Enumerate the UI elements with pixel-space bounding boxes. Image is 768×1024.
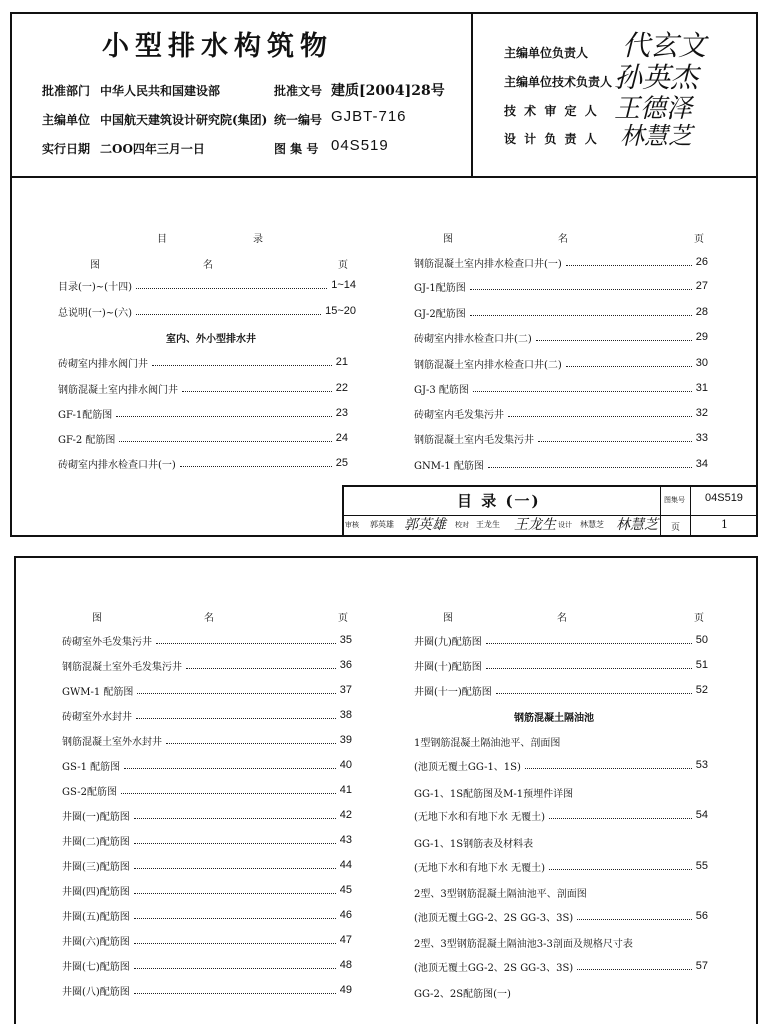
toc-entry-name: 井圈(九)配筋图 xyxy=(414,636,482,648)
toc-entry[interactable] xyxy=(414,406,708,420)
leader-dots xyxy=(134,843,336,844)
toc-entry-name: GS-1 配筋图 xyxy=(62,761,121,773)
toc-entry-page: 30 xyxy=(695,357,708,369)
leader-dots xyxy=(134,918,336,919)
toc-entry[interactable] xyxy=(414,683,708,697)
meta-value-doc-no: 建质[2004]28号 xyxy=(331,83,445,99)
toc-entry-name: GWM-1 配筋图 xyxy=(62,686,134,698)
leader-dots xyxy=(134,868,336,869)
toc-entry[interactable] xyxy=(414,633,708,647)
signer-label-1: 主编单位负责人 xyxy=(504,46,589,60)
toc-entry-page: 21 xyxy=(335,356,348,368)
leader-dots xyxy=(488,467,692,468)
title-block-set-no: 04S519 xyxy=(705,492,743,504)
toc-entry[interactable] xyxy=(414,909,708,923)
toc-entry-page: 45 xyxy=(339,884,352,896)
toc-entry[interactable] xyxy=(62,733,352,747)
toc-entry-title[interactable]: 2型、3型钢筋混凝土隔油池平、剖面图 xyxy=(414,889,587,900)
toc-entry-page: 43 xyxy=(339,834,352,846)
toc-entry-title[interactable]: GG-2、2S配筋图(一) xyxy=(414,989,511,1000)
leader-dots xyxy=(136,314,321,315)
leader-dots xyxy=(538,441,692,442)
toc-entry-name: 井圈(十一)配筋图 xyxy=(414,686,492,698)
toc2-left-header-page: 页 xyxy=(338,613,348,624)
toc-entry[interactable] xyxy=(414,255,708,269)
meta-label-date: 实行日期 xyxy=(42,142,91,156)
toc2-right-header-fig: 图 xyxy=(443,613,453,624)
role-label-review: 审核 xyxy=(345,521,359,529)
toc-entry[interactable] xyxy=(62,658,352,672)
toc-entry[interactable] xyxy=(58,304,356,318)
toc-entry[interactable] xyxy=(58,406,348,420)
title-block-page-no: 1 xyxy=(721,518,728,531)
toc-entry-name: 井圈(五)配筋图 xyxy=(62,911,130,923)
toc-entry-page: 50 xyxy=(695,634,708,646)
toc-entry[interactable] xyxy=(414,658,708,672)
toc-entry-title[interactable]: GG-1、1S配筋图及M-1预埋件详图 xyxy=(414,789,574,800)
toc-entry-page: 35 xyxy=(339,634,352,646)
role-name-design: 林慧芝 xyxy=(580,520,604,529)
title-block-vline-2 xyxy=(690,485,691,537)
signer-signature-1: 代玄文 xyxy=(622,29,707,62)
toc-entry-page: 15~20 xyxy=(325,305,356,317)
leader-dots xyxy=(536,340,692,341)
leader-dots xyxy=(473,391,692,392)
toc-entry-page: 38 xyxy=(339,709,352,721)
toc-entry-name: 井圈(六)配筋图 xyxy=(62,936,130,948)
toc-entry-name: GF-1配筋图 xyxy=(58,409,113,421)
toc-entry-name: 井圈(一)配筋图 xyxy=(62,811,130,823)
leader-dots xyxy=(566,265,692,266)
toc-entry-page: 55 xyxy=(695,860,708,872)
meta-label-editor: 主编单位 xyxy=(42,113,91,127)
toc-entry[interactable] xyxy=(62,633,352,647)
toc-entry-name: 井圈(二)配筋图 xyxy=(62,836,130,848)
toc-entry-page: 41 xyxy=(339,784,352,796)
toc-entry-page: 40 xyxy=(339,759,352,771)
toc-entry[interactable] xyxy=(62,833,352,847)
toc-entry-name: 井圈(十)配筋图 xyxy=(414,661,482,673)
toc-entry-page: 47 xyxy=(339,934,352,946)
toc-entry-name: GS-2配筋图 xyxy=(62,786,117,798)
leader-dots xyxy=(486,668,692,669)
signer-signature-2: 孙英杰 xyxy=(614,61,699,94)
leader-dots xyxy=(166,743,336,744)
toc-entry-page: 36 xyxy=(339,659,352,671)
leader-dots xyxy=(116,416,332,417)
toc2-right-header-page: 页 xyxy=(694,613,704,624)
leader-dots xyxy=(121,793,336,794)
toc-entry-page: 24 xyxy=(335,432,348,444)
toc-entry-name: 砖砌室内排水阀门井 xyxy=(58,358,148,370)
toc-entry-page: 1~14 xyxy=(331,279,356,291)
meta-value-atlas-no: 04S519 xyxy=(331,137,389,154)
toc-entry[interactable] xyxy=(58,355,348,369)
toc-entry[interactable] xyxy=(414,457,708,471)
toc-entry-page: 32 xyxy=(695,407,708,419)
signer-label-3: 技 术 审 定 人 xyxy=(504,104,599,118)
toc-entry-name: 钢筋混凝土室内排水检查口井(二) xyxy=(414,359,562,371)
toc-entry-name: 总说明(一)~(六) xyxy=(58,307,132,319)
leader-dots xyxy=(577,919,692,920)
leader-dots xyxy=(134,993,336,994)
meta-value-editor: 中国航天建筑设计研究院(集团) xyxy=(100,113,268,127)
toc-entry[interactable] xyxy=(62,883,352,897)
toc-entry-name: 砖砌室内排水检查口井(一) xyxy=(58,459,176,471)
leader-dots xyxy=(470,289,692,290)
toc-entry-page: 44 xyxy=(339,859,352,871)
role-name-review: 郭英雄 xyxy=(370,520,394,529)
toc-entry-page: 51 xyxy=(695,659,708,671)
toc-entry-name: (无地下水和有地下水 无覆土) xyxy=(414,811,545,823)
toc-entry-page: 22 xyxy=(335,382,348,394)
meta-label-doc-no: 批准文号 xyxy=(274,84,323,98)
toc-entry-name: GJ-1配筋图 xyxy=(414,282,466,294)
leader-dots xyxy=(182,391,332,392)
toc-entry-name: 钢筋混凝土室内排水阀门井 xyxy=(58,384,178,396)
toc-entry[interactable] xyxy=(58,278,356,292)
leader-dots xyxy=(180,466,332,467)
toc-entry-name: GJ-3 配筋图 xyxy=(414,384,469,396)
toc2-left-header-name: 名 xyxy=(204,613,214,624)
toc-entry-name: 井圈(三)配筋图 xyxy=(62,861,130,873)
toc1-left-header-name: 名 xyxy=(203,260,213,271)
leader-dots xyxy=(525,768,692,769)
leader-dots xyxy=(566,366,692,367)
leader-dots xyxy=(137,693,335,694)
toc-entry-page: 25 xyxy=(335,457,348,469)
toc-entry-page: 33 xyxy=(695,432,708,444)
toc-entry-page: 54 xyxy=(695,809,708,821)
toc-entry-page: 42 xyxy=(339,809,352,821)
meta-value-date: 二OO四年三月一日 xyxy=(100,142,205,156)
toc-entry-name: (池顶无覆土GG-2、2S GG-3、3S) xyxy=(414,912,574,924)
toc-entry[interactable] xyxy=(62,808,352,822)
leader-dots xyxy=(134,943,336,944)
toc2-left-header-fig: 图 xyxy=(92,613,102,624)
meta-value-unified-no: GJBT-716 xyxy=(331,108,407,125)
toc-entry[interactable] xyxy=(414,859,708,873)
toc-entry-page: 57 xyxy=(695,960,708,972)
toc-entry-name: GJ-2配筋图 xyxy=(414,308,466,320)
toc-entry-name: 井圈(七)配筋图 xyxy=(62,961,130,973)
toc-entry[interactable] xyxy=(62,908,352,922)
toc1-right-header-fig: 图 xyxy=(443,234,453,245)
leader-dots xyxy=(486,643,692,644)
toc-entry[interactable] xyxy=(414,959,708,973)
toc-entry-name: 目录(一)~(十四) xyxy=(58,281,132,293)
leader-dots xyxy=(577,969,692,970)
role-name-check: 王龙生 xyxy=(476,520,500,529)
toc-entry[interactable] xyxy=(414,431,708,445)
toc-entry[interactable] xyxy=(62,683,352,697)
leader-dots xyxy=(156,643,336,644)
leader-dots xyxy=(136,288,327,289)
leader-dots xyxy=(136,718,336,719)
toc1-top-title-1: 目 xyxy=(157,234,167,245)
toc-entry[interactable] xyxy=(414,356,708,370)
toc-entry-name: GF-2 配筋图 xyxy=(58,434,116,446)
role-sig-check: 王龙生 xyxy=(514,517,556,533)
leader-dots xyxy=(119,441,331,442)
toc-entry[interactable] xyxy=(62,958,352,972)
toc-entry[interactable] xyxy=(58,456,348,470)
toc-entry[interactable] xyxy=(58,381,348,395)
toc-entry-title[interactable]: GG-1、1S钢筋表及材料表 xyxy=(414,839,534,850)
toc-entry-name: (无地下水和有地下水 无覆土) xyxy=(414,862,545,874)
toc1-top-title-2: 录 xyxy=(253,234,263,245)
toc-entry-name: 钢筋混凝土室内排水检查口井(一) xyxy=(414,258,562,270)
toc-entry-name: 钢筋混凝土室外水封井 xyxy=(62,736,162,748)
toc-entry-name: 砖砌室外毛发集污井 xyxy=(62,636,152,648)
toc-entry-page: 56 xyxy=(695,910,708,922)
toc-entry-page: 23 xyxy=(335,407,348,419)
toc-entry-name: 钢筋混凝土室外毛发集污井 xyxy=(62,661,182,673)
toc-section-heading: 室内、外小型排水井 xyxy=(166,334,256,345)
toc-entry[interactable] xyxy=(414,381,708,395)
meta-label-approver: 批准部门 xyxy=(42,84,91,98)
leader-dots xyxy=(470,315,692,316)
toc-entry[interactable] xyxy=(62,708,352,722)
title-block-vline-1 xyxy=(660,485,661,537)
toc-entry-page: 46 xyxy=(339,909,352,921)
toc1-right-header-name: 名 xyxy=(558,234,568,245)
leader-dots xyxy=(134,893,336,894)
toc-entry[interactable] xyxy=(414,330,708,344)
leader-dots xyxy=(549,869,692,870)
toc-entry-name: 井圈(四)配筋图 xyxy=(62,886,130,898)
toc-entry-name: GNM-1 配筋图 xyxy=(414,460,484,472)
toc-entry-name: 砖砌室内排水检查口井(二) xyxy=(414,333,532,345)
toc-entry[interactable] xyxy=(58,431,348,445)
role-sig-review: 郭英雄 xyxy=(404,517,446,533)
toc-entry-page: 48 xyxy=(339,959,352,971)
toc1-left-header-fig: 图 xyxy=(90,260,100,271)
atlas-title: 小型排水构筑物 xyxy=(102,31,333,62)
toc-section-heading: 钢筋混凝土隔油池 xyxy=(514,713,594,724)
leader-dots xyxy=(508,416,692,417)
toc-entry[interactable] xyxy=(414,305,708,319)
leader-dots xyxy=(134,968,336,969)
signer-signature-4: 林慧芝 xyxy=(620,122,692,150)
toc-entry-page: 29 xyxy=(695,331,708,343)
toc-entry[interactable] xyxy=(62,983,352,997)
toc-entry[interactable] xyxy=(62,783,352,797)
toc-entry[interactable] xyxy=(414,758,708,772)
signer-signature-3: 王德泽 xyxy=(614,94,693,124)
header-bottom-rule xyxy=(10,176,758,178)
toc-entry-name: 砖砌室外水封井 xyxy=(62,711,132,723)
toc-entry-page: 34 xyxy=(695,458,708,470)
role-label-design: 设计 xyxy=(558,521,572,529)
title-block-page-label: 页 xyxy=(671,523,681,533)
role-sig-design: 林慧芝 xyxy=(616,517,658,533)
toc-entry-name: (池顶无覆土GG-2、2S GG-3、3S) xyxy=(414,962,574,974)
toc-entry-title[interactable]: 1型钢筋混凝土隔油池平、剖面图 xyxy=(414,738,561,749)
toc-entry-page: 28 xyxy=(695,306,708,318)
toc-entry-name: 井圈(八)配筋图 xyxy=(62,986,130,998)
toc-entry-title[interactable]: 2型、3型钢筋混凝土隔油池3-3剖面及规格尺寸表 xyxy=(414,939,633,950)
header-vertical-rule xyxy=(471,12,473,177)
toc-entry-name: 钢筋混凝土室内毛发集污井 xyxy=(414,434,534,446)
toc-entry-page: 27 xyxy=(695,280,708,292)
toc-entry-page: 39 xyxy=(339,734,352,746)
toc-entry-name: 砖砌室内毛发集污井 xyxy=(414,409,504,421)
signer-label-4: 设 计 负 责 人 xyxy=(504,132,599,146)
toc-entry[interactable] xyxy=(414,808,708,822)
leader-dots xyxy=(134,818,336,819)
leader-dots xyxy=(152,365,332,366)
meta-value-approver: 中华人民共和国建设部 xyxy=(100,84,221,98)
leader-dots xyxy=(186,668,336,669)
toc-entry-page: 31 xyxy=(695,382,708,394)
leader-dots xyxy=(124,768,336,769)
toc-entry-page: 53 xyxy=(695,759,708,771)
toc-entry-page: 52 xyxy=(695,684,708,696)
meta-label-unified-no: 统一编号 xyxy=(274,113,323,127)
toc1-left-header-page: 页 xyxy=(338,260,348,271)
toc-entry-page: 37 xyxy=(339,684,352,696)
toc-entry[interactable] xyxy=(62,758,352,772)
signer-label-2: 主编单位技术负责人 xyxy=(504,75,613,89)
toc-entry[interactable] xyxy=(414,279,708,293)
meta-label-atlas-no: 图 集 号 xyxy=(274,142,319,156)
toc-entry-name: (池顶无覆土GG-1、1S) xyxy=(414,761,521,773)
toc-entry[interactable] xyxy=(62,858,352,872)
toc2-right-header-name: 名 xyxy=(557,613,567,624)
toc-entry[interactable] xyxy=(62,933,352,947)
role-label-check: 校对 xyxy=(455,521,469,529)
leader-dots xyxy=(496,693,692,694)
title-block-title: 目 录 (一) xyxy=(457,492,541,510)
title-block-set-label: 图集号 xyxy=(664,496,685,504)
toc1-right-header-page: 页 xyxy=(694,234,704,245)
leader-dots xyxy=(549,818,692,819)
toc-entry-page: 49 xyxy=(339,984,352,996)
toc-entry-page: 26 xyxy=(695,256,708,268)
